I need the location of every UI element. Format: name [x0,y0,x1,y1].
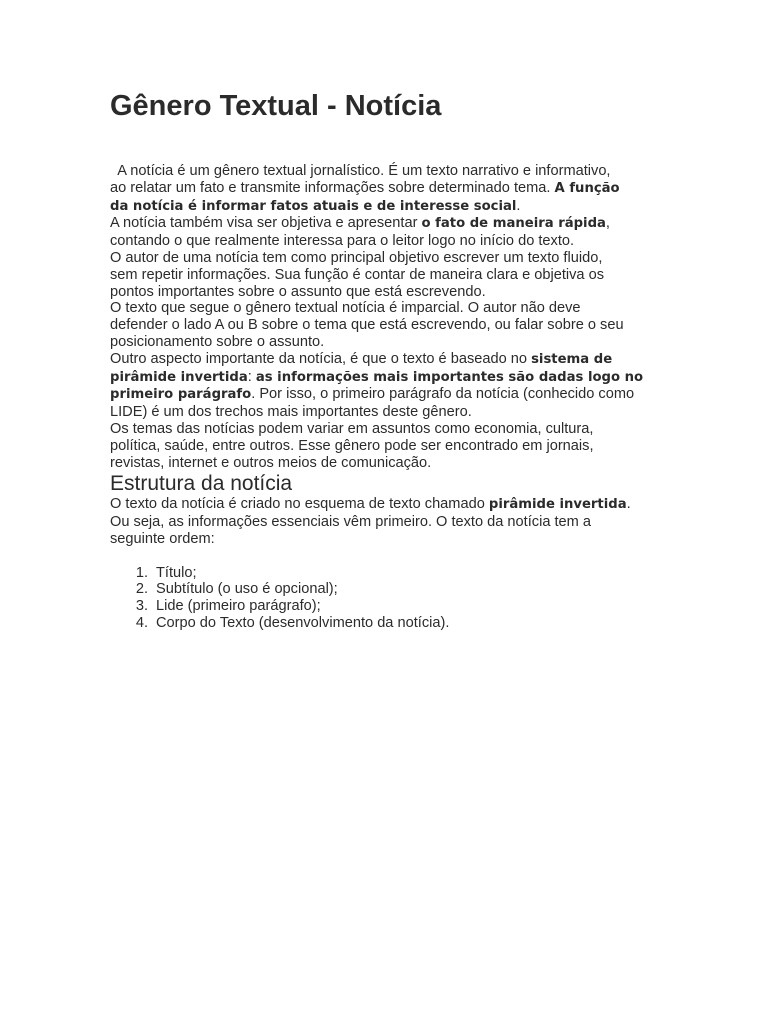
paragraph-line [110,284,670,301]
list-item [110,615,670,632]
document-title: Gênero Textual - Notícia [110,90,442,122]
bold-text-run: primeiro parágrafo [110,387,252,403]
paragraph-line [110,198,670,216]
paragraph-line [110,180,670,198]
paragraph-line [110,250,670,267]
list-item-number: 3. [135,598,148,615]
text-run: defender o lado A ou B sobre o tema que está escrevendo, ou falar sobre o seu [110,317,624,334]
bold-text-run: A função [554,180,620,196]
bold-text-run: as informações mais importantes são dadas logo no [255,369,644,385]
document-body [110,163,670,632]
text-run: A notícia também visa ser objetiva e apresentar [110,215,422,232]
bold-text-run: da notícia é informar fatos atuais e de interesse social [110,198,517,214]
text-run: Ou seja, as informações essenciais vêm primeiro. O texto da notícia tem a [110,514,591,531]
paragraph-line [110,404,670,421]
paragraph-line [110,317,670,334]
text-run: revistas, internet e outros meios de comunicação. [110,454,432,471]
list-item-number: 2. [135,581,148,598]
text-run: política, saúde, entre outros. Esse gênero pode ser encontrado em jornais, [110,437,594,454]
paragraph-line [110,496,670,514]
text-run: pontos importantes sobre o assunto que está escrevendo. [110,283,486,300]
list-spacer [110,548,670,565]
text-run: sem repetir informações. Sua função é contar de maneira clara e objetiva os [110,266,605,283]
text-run: . [626,496,631,513]
text-run: , [605,215,610,232]
paragraph-line [110,421,670,438]
paragraph-line [110,267,670,284]
paragraph-line [110,300,670,317]
bold-text-run: pirâmide invertida [488,497,627,513]
list-item [110,565,670,582]
paragraph-line [110,438,670,455]
paragraph-line [110,514,670,531]
paragraph-line [110,386,670,404]
section-heading: Estrutura da notícia [110,472,293,496]
text-run: O texto que segue o gênero textual notícia é imparcial. O autor não deve [110,300,581,317]
bold-text-run: pirâmide invertida [110,369,248,385]
section-paragraph [110,496,670,547]
text-run: contando o que realmente interessa para o leitor logo no início do texto. [110,233,575,250]
bold-text-run: sistema de [531,351,613,367]
paragraph-line [110,215,670,233]
text-run: posicionamento sobre o assunto. [110,333,325,350]
intro-paragraphs [110,163,670,471]
paragraph-line [110,531,670,548]
paragraph-line [110,334,670,351]
text-run: LIDE) é um dos trechos mais importantes deste gênero. [110,404,472,421]
text-run: A notícia é um gênero textual jornalístico. É um texto narrativo e informativo, [110,163,611,179]
text-run: seguinte ordem: [110,530,215,547]
list-item-text: Subtítulo (o uso é opcional); [156,581,338,598]
text-run: O autor de uma notícia tem como principal objetivo escrever um texto fluido, [110,249,603,266]
list-item-text: Corpo do Texto (desenvolvimento da notícia). [156,614,450,631]
list-item [110,581,670,598]
paragraph-line [110,233,670,250]
paragraph-line [110,455,670,472]
paragraph-line [110,351,670,369]
list-item-number: 4. [135,614,148,631]
text-run: O texto da notícia é criado no esquema de texto chamado [110,496,489,513]
text-run: . [516,197,521,214]
text-run: . Por isso, o primeiro parágrafo da notícia (conhecido como [251,386,635,403]
list-item [110,598,670,615]
list-item-text: Lide (primeiro parágrafo); [156,598,321,615]
structure-order-list [110,565,670,632]
paragraph-line [110,369,670,387]
list-item-text: Título; [156,564,197,581]
text-run: ao relatar um fato e transmite informações sobre determinado tema. [110,179,555,196]
text-run: Outro aspecto importante da notícia, é que o texto é baseado no [110,350,532,367]
bold-text-run: o fato de maneira rápida [421,216,606,232]
paragraph-line [110,163,670,180]
text-run: Os temas das notícias podem variar em assuntos como economia, cultura, [110,420,594,437]
text-run: : [247,368,256,385]
list-item-number: 1. [135,564,148,581]
